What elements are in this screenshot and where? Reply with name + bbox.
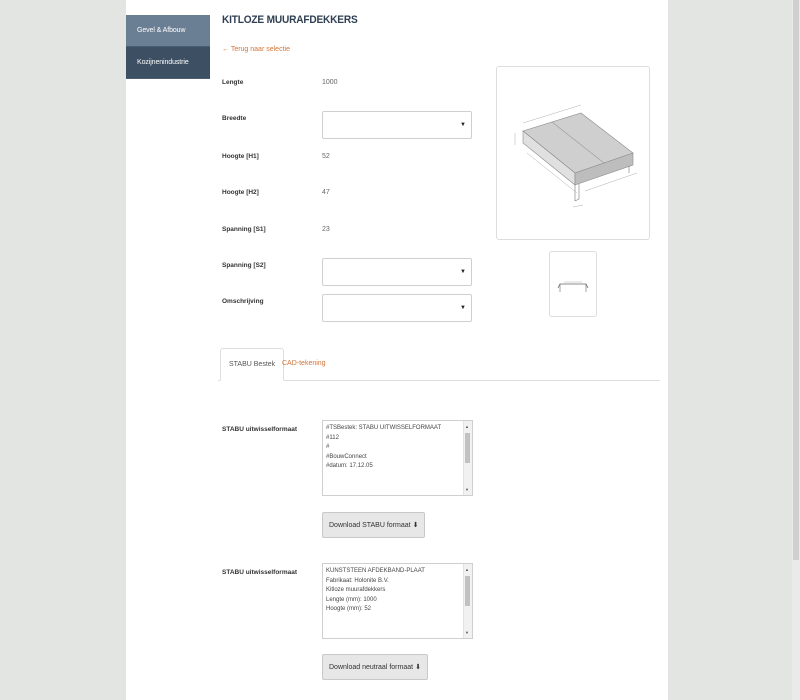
- neutraal-line: KUNSTSTEEN AFDEKBAND-PLAAT: [326, 568, 425, 574]
- omschrijving-label: Omschrijving: [222, 298, 264, 305]
- caret-down-icon: ▼: [460, 305, 466, 311]
- hoogte-h2-value: 47: [322, 189, 330, 196]
- caret-down-icon: ▼: [460, 269, 466, 275]
- download-stabu-label: Download STABU formaat: [329, 522, 411, 529]
- thumbnail-drawing: [550, 252, 596, 316]
- stabu-textarea[interactable]: [322, 420, 473, 496]
- caret-down-icon: ▼: [460, 122, 466, 128]
- hoogte-h2-label: Hoogte [H2]: [222, 189, 259, 196]
- tab-label: CAD-tekening: [282, 360, 326, 367]
- product-drawing: [497, 67, 649, 239]
- product-image: [496, 66, 650, 240]
- sidebar-item-label: Kozijnenindustrie: [137, 59, 189, 66]
- download-neutraal-label: Download neutraal formaat: [329, 664, 414, 671]
- breedte-select[interactable]: [322, 111, 472, 139]
- tab-cad-tekening[interactable]: [274, 348, 334, 380]
- neutraal-textarea[interactable]: [322, 563, 473, 639]
- scroll-down-icon[interactable]: ▼: [465, 629, 469, 635]
- page-scroll-thumb[interactable]: [793, 0, 799, 560]
- page-scrollbar[interactable]: [792, 0, 800, 700]
- lengte-value: 1000: [322, 79, 338, 86]
- neutraal-line: Lengte (mm): 1000: [326, 596, 377, 603]
- page-title: KITLOZE MUURAFDEKKERS: [222, 14, 358, 26]
- sidebar-item-kozijnenindustrie[interactable]: [126, 47, 210, 79]
- stabu-line: #datum: 17.12.05: [326, 463, 373, 469]
- neutraal-line: Kitloze muurafdekkers: [326, 587, 386, 593]
- download-icon: ⬇: [415, 664, 421, 671]
- spanning-s1-label: Spanning [S1]: [222, 226, 266, 233]
- neutraal-line: Fabrikaat: Holonite B.V.: [326, 577, 389, 584]
- product-thumbnail[interactable]: [549, 251, 597, 317]
- stabu-line: #: [326, 444, 330, 450]
- spanning-s2-label: Spanning [S2]: [222, 262, 266, 269]
- neutraal-label: STABU uitwisselformaat: [222, 569, 298, 576]
- product-page: [126, 0, 668, 700]
- breedte-label: Breedte: [222, 115, 247, 122]
- neutraal-line: Hoogte (mm): 52: [326, 606, 372, 612]
- spanning-s2-select[interactable]: [322, 258, 472, 286]
- scroll-up-icon[interactable]: ▲: [465, 567, 469, 572]
- download-stabu-button[interactable]: [322, 512, 425, 538]
- stabu-line: #112: [326, 434, 339, 441]
- spanning-s1-value: 23: [322, 226, 330, 233]
- stabu-label: STABU uitwisselformaat: [222, 426, 298, 433]
- sidebar: [126, 15, 210, 79]
- scroll-down-icon[interactable]: ▼: [465, 486, 469, 492]
- tab-bar: [218, 348, 660, 381]
- tab-label: STABU Bestek: [229, 361, 276, 368]
- download-neutraal-button[interactable]: [322, 654, 428, 680]
- lengte-label: Lengte: [222, 79, 244, 86]
- download-icon: ⬇: [412, 522, 419, 529]
- hoogte-h1-label: Hoogte [H1]: [222, 153, 259, 160]
- stabu-line: #BouwConnect: [326, 453, 367, 460]
- stabu-scrollbar[interactable]: [463, 421, 472, 495]
- sidebar-item-label: Gevel & Afbouw: [137, 27, 186, 34]
- scroll-up-icon[interactable]: ▲: [465, 424, 469, 429]
- hoogte-h1-value: 52: [322, 153, 330, 160]
- scroll-thumb[interactable]: [465, 576, 470, 606]
- scroll-thumb[interactable]: [465, 433, 470, 463]
- sidebar-item-gevel-afbouw[interactable]: [126, 15, 210, 47]
- back-link[interactable]: ← Terug naar selectie: [222, 46, 290, 53]
- stabu-line: #TSBestek: STABU UITWISSELFORMAAT: [326, 425, 442, 431]
- neutraal-scrollbar[interactable]: [463, 564, 472, 638]
- omschrijving-select[interactable]: [322, 294, 472, 322]
